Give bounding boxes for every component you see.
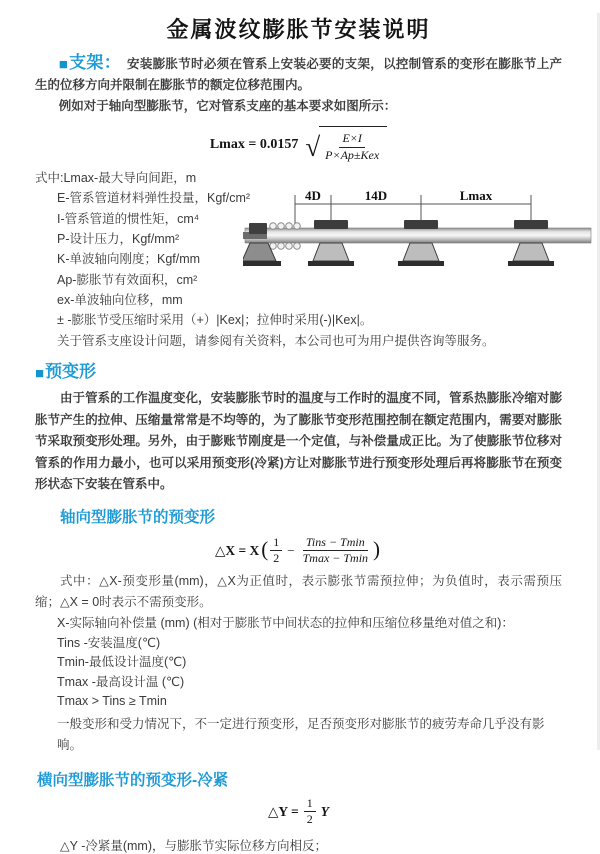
minus-sign: −	[287, 542, 295, 558]
definition-line: E-管系管道材料弹性投量，Kgf/cm²	[57, 191, 251, 206]
lmax-fraction	[322, 131, 382, 163]
support-example-line: 例如对于轴向型膨胀节，它对管系支座的基本要求如图所示：	[58, 99, 397, 113]
formula-definitions-block	[35, 168, 562, 351]
one-half-fraction	[270, 535, 282, 567]
document-page	[0, 13, 600, 854]
definition-line: Tmin-最低设计温度(℃)	[57, 655, 187, 670]
definition-line: Ap-膨胀节有效面积，cm²	[57, 272, 198, 287]
diagram-dim-label: Lmax	[459, 188, 493, 204]
lmax-fraction-numerator: E×I	[339, 131, 364, 148]
definition-line: ± -膨胀节受压缩时采用（+）|Kex|；拉伸时采用(-)|Kex|。	[57, 313, 373, 328]
axial-formula	[0, 535, 597, 567]
temperature-fraction-denominator: Tmax − Tmin	[302, 551, 369, 566]
lateral-formula-rhs: Y	[320, 803, 329, 819]
open-paren: (	[261, 537, 269, 562]
axial-formula-lhs: △X = X	[214, 542, 260, 558]
support-intro-paragraph	[35, 52, 562, 96]
definition-line: X-实际轴向补偿量 (mm) (相对于膨胀节中间状态的拉伸和压缩位移量绝对值之和)：	[57, 615, 514, 630]
close-paren: )	[373, 537, 381, 562]
axial-subheading: 轴向型膨胀节的预变形	[60, 508, 216, 526]
half-numerator: 1	[304, 796, 316, 813]
sqrt-radical-icon: √	[305, 131, 321, 162]
temperature-fraction-numerator: Tins − Tmin	[303, 535, 368, 552]
lateral-subheading: 横向型膨胀节的预变形-冷紧	[37, 771, 229, 789]
sqrt-radicand	[319, 126, 387, 163]
general-note-line: 一般变形和受力情况下，不一定进行预变形，足否预变形对膨胀节的疲劳寿命几乎没有影响。	[57, 716, 545, 752]
definition-line: 式中:Lmax-最大导向间距，m	[35, 171, 197, 186]
axial-explain-paragraph: 式中：△X-预变形量(mm)，△X为正值时，表示膨张节需预拉伸；为负值时，表示需预压缩；△X = 0时表示不需预变形。	[35, 573, 562, 609]
support-section-heading: 支架：	[69, 53, 122, 72]
diagram-dim-label: 14D	[364, 188, 388, 204]
section-bullet-icon: ■	[35, 365, 45, 383]
preform-section-header	[35, 361, 562, 384]
definition-line: I-管系管道的惯性矩，cm⁴	[57, 211, 200, 226]
section-bullet-icon: ■	[58, 56, 69, 73]
definition-line: K-单波轴向刚度；Kgf/mm	[57, 252, 201, 267]
page-title: 金属波纹膨胀节安装说明	[166, 17, 431, 42]
lmax-fraction-denominator: P×Ap±Kex	[325, 147, 380, 162]
lateral-formula-lhs: △Y =	[268, 803, 299, 819]
one-half-fraction	[304, 796, 316, 828]
lmax-formula	[0, 126, 597, 163]
lateral-note-line: △Y -冷紧量(mm)，与膨胀节实际位移方向相反；	[60, 839, 328, 854]
pipe-support-diagram	[243, 188, 595, 286]
lmax-formula-lhs: Lmax = 0.0157	[209, 136, 299, 152]
definition-line: ex-单波轴向位移，mm	[57, 292, 183, 307]
definition-line: 关于管系支座设计问题，请参阅有关资料，本公司也可为用户提供咨询等服务。	[57, 333, 495, 348]
half-denominator: 2	[273, 551, 280, 566]
definition-line: Tmax > Tins ≥ Tmin	[57, 694, 167, 709]
half-numerator: 1	[270, 535, 282, 552]
half-denominator: 2	[306, 812, 313, 827]
preform-section-heading: 预变形	[45, 362, 97, 382]
temperature-fraction	[300, 535, 371, 567]
preform-body-paragraph: 由于管系的工作温度变化，安装膨胀节时的温度与工作时的温度不同，管系热膨胀冷缩对膨胀节产生的拉伸、压缩量常常是不均等的，为了膨胀节变形范围控制在额定范围内，需要对膨胀节采取预变形处理。另外，由于膨账节刚度是一个定值，与补偿量成正比。为了使膨胀节位移对管系的作用力最小，也可以采用预变形(冷紧)方让对膨胀节进行预变形处理后再将膨胀节在预变形状态下安装在管系中。	[35, 391, 562, 492]
lateral-formula	[0, 796, 597, 828]
definition-line: Tins -安装温度(℃)	[57, 635, 161, 650]
axial-definitions-block	[35, 613, 562, 756]
definition-line: Tmax -最高设计温 (℃)	[57, 674, 185, 689]
support-intro-text: 安装膨胀节时必须在管系上安装必要的支架，以控制管系的变形在膨胀节上产生的位移方向并限制在膨胀节的额定位移范围内。	[35, 57, 562, 92]
pipe	[245, 228, 591, 243]
definition-line: P-设计压力，Kgf/mm²	[57, 232, 180, 247]
diagram-dim-label: 4D	[305, 188, 321, 204]
